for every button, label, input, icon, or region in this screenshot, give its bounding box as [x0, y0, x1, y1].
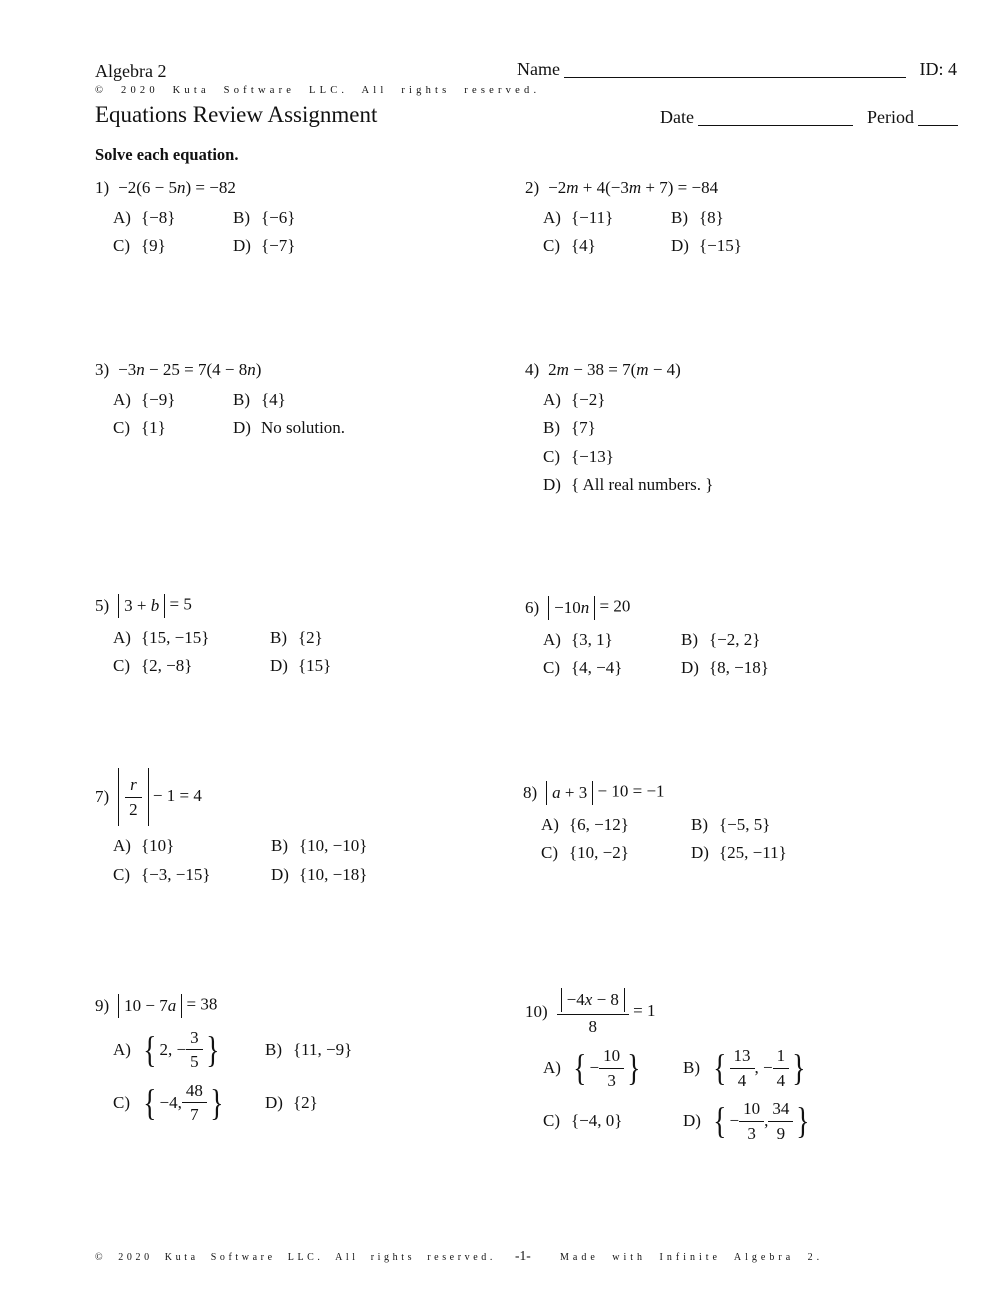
answer-row [543, 475, 955, 495]
question [525, 596, 955, 620]
page-number: -1- [515, 1248, 531, 1263]
id-label: ID: 4 [919, 59, 957, 80]
problem-number: 7) [95, 787, 110, 807]
answer-choices [113, 208, 525, 256]
date-blank [698, 106, 853, 126]
question [95, 594, 525, 618]
problem-number: 5) [95, 596, 110, 615]
problem-3 [95, 360, 525, 438]
equation: 2m − 38 = 7(m − 4) [548, 360, 681, 379]
answer-choices [541, 815, 953, 863]
answer-C: C) {−3, −15} [113, 864, 211, 884]
answer-D: D) {15} [270, 656, 332, 676]
answer-row [113, 236, 525, 256]
answer-D: D) {25, −11} [691, 843, 787, 863]
answer-D: D) { − $\frac{10}{3}$ , $\frac{34}{9}$ } [683, 1099, 812, 1143]
footer-copyright: © 2020 Kuta Software LLC. All rights reserved. [95, 1252, 496, 1263]
problem-7 [95, 768, 525, 884]
problem-8 [523, 781, 953, 863]
equation: −2(6 − 5n) = −82 [118, 178, 236, 197]
period-label: Period [866, 107, 914, 128]
answer-row [113, 656, 525, 676]
answer-B: B) { $\frac{13}{4}$ , − $\frac{1}{4}$ } [683, 1046, 808, 1090]
instructions: Solve each equation. [95, 145, 239, 164]
answer-row [113, 628, 525, 648]
answer-row [113, 418, 525, 438]
answer-C: C) {−4, 0} [543, 1111, 623, 1131]
answer-choices [543, 630, 955, 678]
problem-6 [525, 596, 955, 678]
question [95, 360, 525, 380]
answer-row [543, 447, 955, 467]
answer-D: D) {10, −18} [271, 864, 368, 884]
answer-C: C) {9} [113, 236, 166, 256]
equation: a + 3 − 10 = −1 [546, 781, 664, 805]
answer-row [541, 815, 953, 835]
answer-B: B) {−5, 5} [691, 814, 771, 834]
equation: 3 + b = 5 [118, 594, 192, 618]
answer-C: C) {−13} [543, 446, 614, 466]
answer-choices [543, 390, 955, 495]
answer-row [113, 208, 525, 228]
footer-madewith: Made with Infinite Algebra 2. [560, 1252, 824, 1263]
problem-4 [525, 360, 955, 495]
problem-number: 8) [523, 783, 538, 802]
answer-row [543, 630, 955, 650]
problem-10 [525, 988, 955, 1143]
equation: −2m + 4(−3m + 7) = −84 [548, 178, 719, 197]
answer-C: C) {4, −4} [543, 658, 623, 678]
answer-B: B) {−6} [233, 207, 296, 227]
answer-row [543, 390, 955, 410]
problem-1 [95, 178, 525, 256]
answer-C: C) {4} [543, 236, 596, 256]
answer-choices [543, 208, 955, 256]
answer-row [543, 658, 955, 678]
period-blank [918, 106, 958, 126]
question [95, 768, 525, 826]
answer-row [543, 1099, 955, 1143]
answer-A: A) {−11} [543, 207, 614, 227]
problem-2 [525, 178, 955, 256]
equation: $\frac{r}{2}$ − 1 = 4 [118, 768, 202, 826]
question [95, 994, 525, 1018]
answer-row [543, 1046, 955, 1090]
answer-A: A) {−2} [543, 389, 606, 409]
answer-choices [113, 628, 525, 676]
answer-D: D) { All real numbers. } [543, 475, 714, 495]
answer-D: D) No solution. [233, 418, 346, 438]
answer-A: A) {−9} [113, 389, 176, 409]
answer-A: A) {−8} [113, 207, 176, 227]
header-copyright: © 2020 Kuta Software LLC. All rights reserved. [95, 85, 541, 96]
question [95, 178, 525, 198]
answer-A: A) {10} [113, 836, 175, 856]
page-title: Equations Review Assignment [95, 102, 378, 127]
answer-D: D) {−7} [233, 236, 296, 256]
answer-B: B) {2} [270, 627, 323, 647]
answer-D: D) {8, −18} [681, 658, 769, 678]
answer-choices [543, 1046, 955, 1143]
answer-A: A) { − $\frac{10}{3}$ } [543, 1046, 683, 1090]
question [525, 178, 955, 198]
answer-choices [113, 1028, 525, 1125]
question [525, 988, 955, 1036]
answer-A: A) {6, −12} [541, 814, 629, 834]
answer-C: C) { −4, $\frac{48}{7}$ } [113, 1081, 265, 1125]
question [525, 360, 955, 380]
answer-C: C) {1} [113, 418, 166, 438]
answer-row [113, 865, 525, 885]
answer-D: D) {2} [265, 1092, 318, 1112]
answer-A: A) {15, −15} [113, 627, 210, 647]
answer-row [113, 390, 525, 410]
answer-D: D) {−15} [671, 236, 742, 256]
answer-row [113, 1081, 525, 1125]
answer-B: B) {10, −10} [271, 836, 368, 856]
answer-row [541, 843, 953, 863]
answer-B: B) {8} [671, 207, 724, 227]
equation: $\frac{-4x - 8}{8}$ = 1 [557, 988, 656, 1036]
problem-number: 10) [525, 1002, 548, 1022]
answer-C: C) {10, −2} [541, 843, 629, 863]
problem-9 [95, 994, 525, 1125]
answer-B: B) {11, −9} [265, 1039, 353, 1059]
problem-5 [95, 594, 525, 676]
problem-number: 1) [95, 178, 110, 197]
answer-B: B) {4} [233, 389, 286, 409]
course-name: Algebra 2 [95, 61, 167, 81]
problem-number: 2) [525, 178, 540, 197]
answer-choices [113, 836, 525, 884]
date-label: Date [660, 107, 694, 128]
problem-number: 3) [95, 360, 110, 379]
answer-row [543, 418, 955, 438]
answer-B: B) {7} [543, 418, 596, 438]
equation: −10n = 20 [548, 596, 630, 620]
equation: 10 − 7a = 38 [118, 994, 217, 1018]
problem-number: 6) [525, 598, 540, 617]
problem-number: 4) [525, 360, 540, 379]
question [523, 781, 953, 805]
name-row [517, 58, 957, 80]
name-blank [564, 58, 906, 78]
answer-A: A) { 2, − $\frac{3}{5}$ } [113, 1028, 265, 1072]
date-period-row [660, 106, 958, 128]
answer-C: C) {2, −8} [113, 656, 193, 676]
answer-row [113, 1028, 525, 1072]
problem-number: 9) [95, 996, 110, 1015]
answer-B: B) {−2, 2} [681, 629, 761, 649]
name-label: Name [517, 59, 560, 80]
answer-row [543, 236, 955, 256]
answer-row [113, 836, 525, 856]
answer-A: A) {3, 1} [543, 629, 613, 649]
answer-row [543, 208, 955, 228]
equation: −3n − 25 = 7(4 − 8n) [118, 360, 262, 379]
answer-choices [113, 390, 525, 438]
